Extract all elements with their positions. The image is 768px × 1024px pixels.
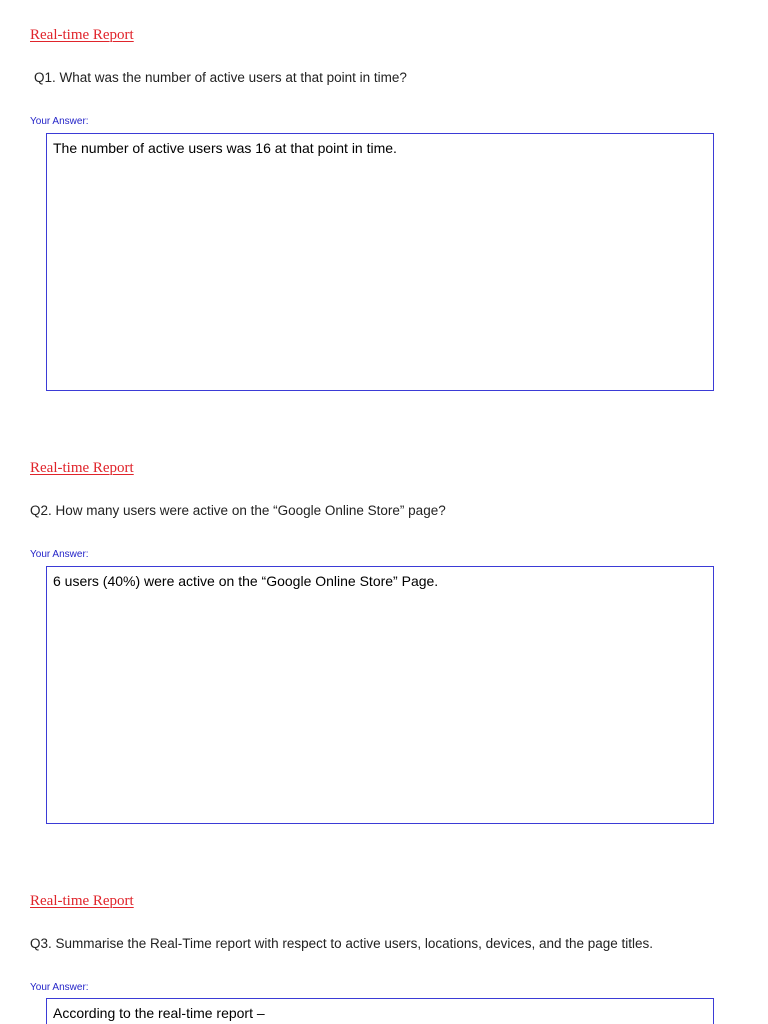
answer-3-text: According to the real-time report –	[53, 1005, 265, 1021]
section-3-title: Real-time Report	[30, 893, 134, 909]
section-2-title: Real-time Report	[30, 460, 134, 476]
answer-3-field[interactable]	[46, 998, 714, 1024]
answer-3-label: Your Answer:	[30, 982, 89, 993]
section-1-title: Real-time Report	[30, 27, 134, 43]
answer-2-label: Your Answer:	[30, 549, 89, 560]
answer-1-label: Your Answer:	[30, 116, 89, 127]
question-3: Q3. Summarise the Real-Time report with respect to active users, locations, devices, and the page titles.	[30, 936, 654, 951]
question-1: Q1. What was the number of active users at that point in time?	[34, 70, 407, 85]
answer-2-text: 6 users (40%) were active on the “Google Online Store” Page.	[53, 573, 439, 589]
answer-1-text: The number of active users was 16 at that point in time.	[53, 140, 397, 156]
answer-1-field[interactable]	[46, 133, 714, 391]
question-2: Q2. How many users were active on the “Google Online Store” page?	[30, 503, 446, 518]
answer-2-field[interactable]	[46, 566, 714, 824]
